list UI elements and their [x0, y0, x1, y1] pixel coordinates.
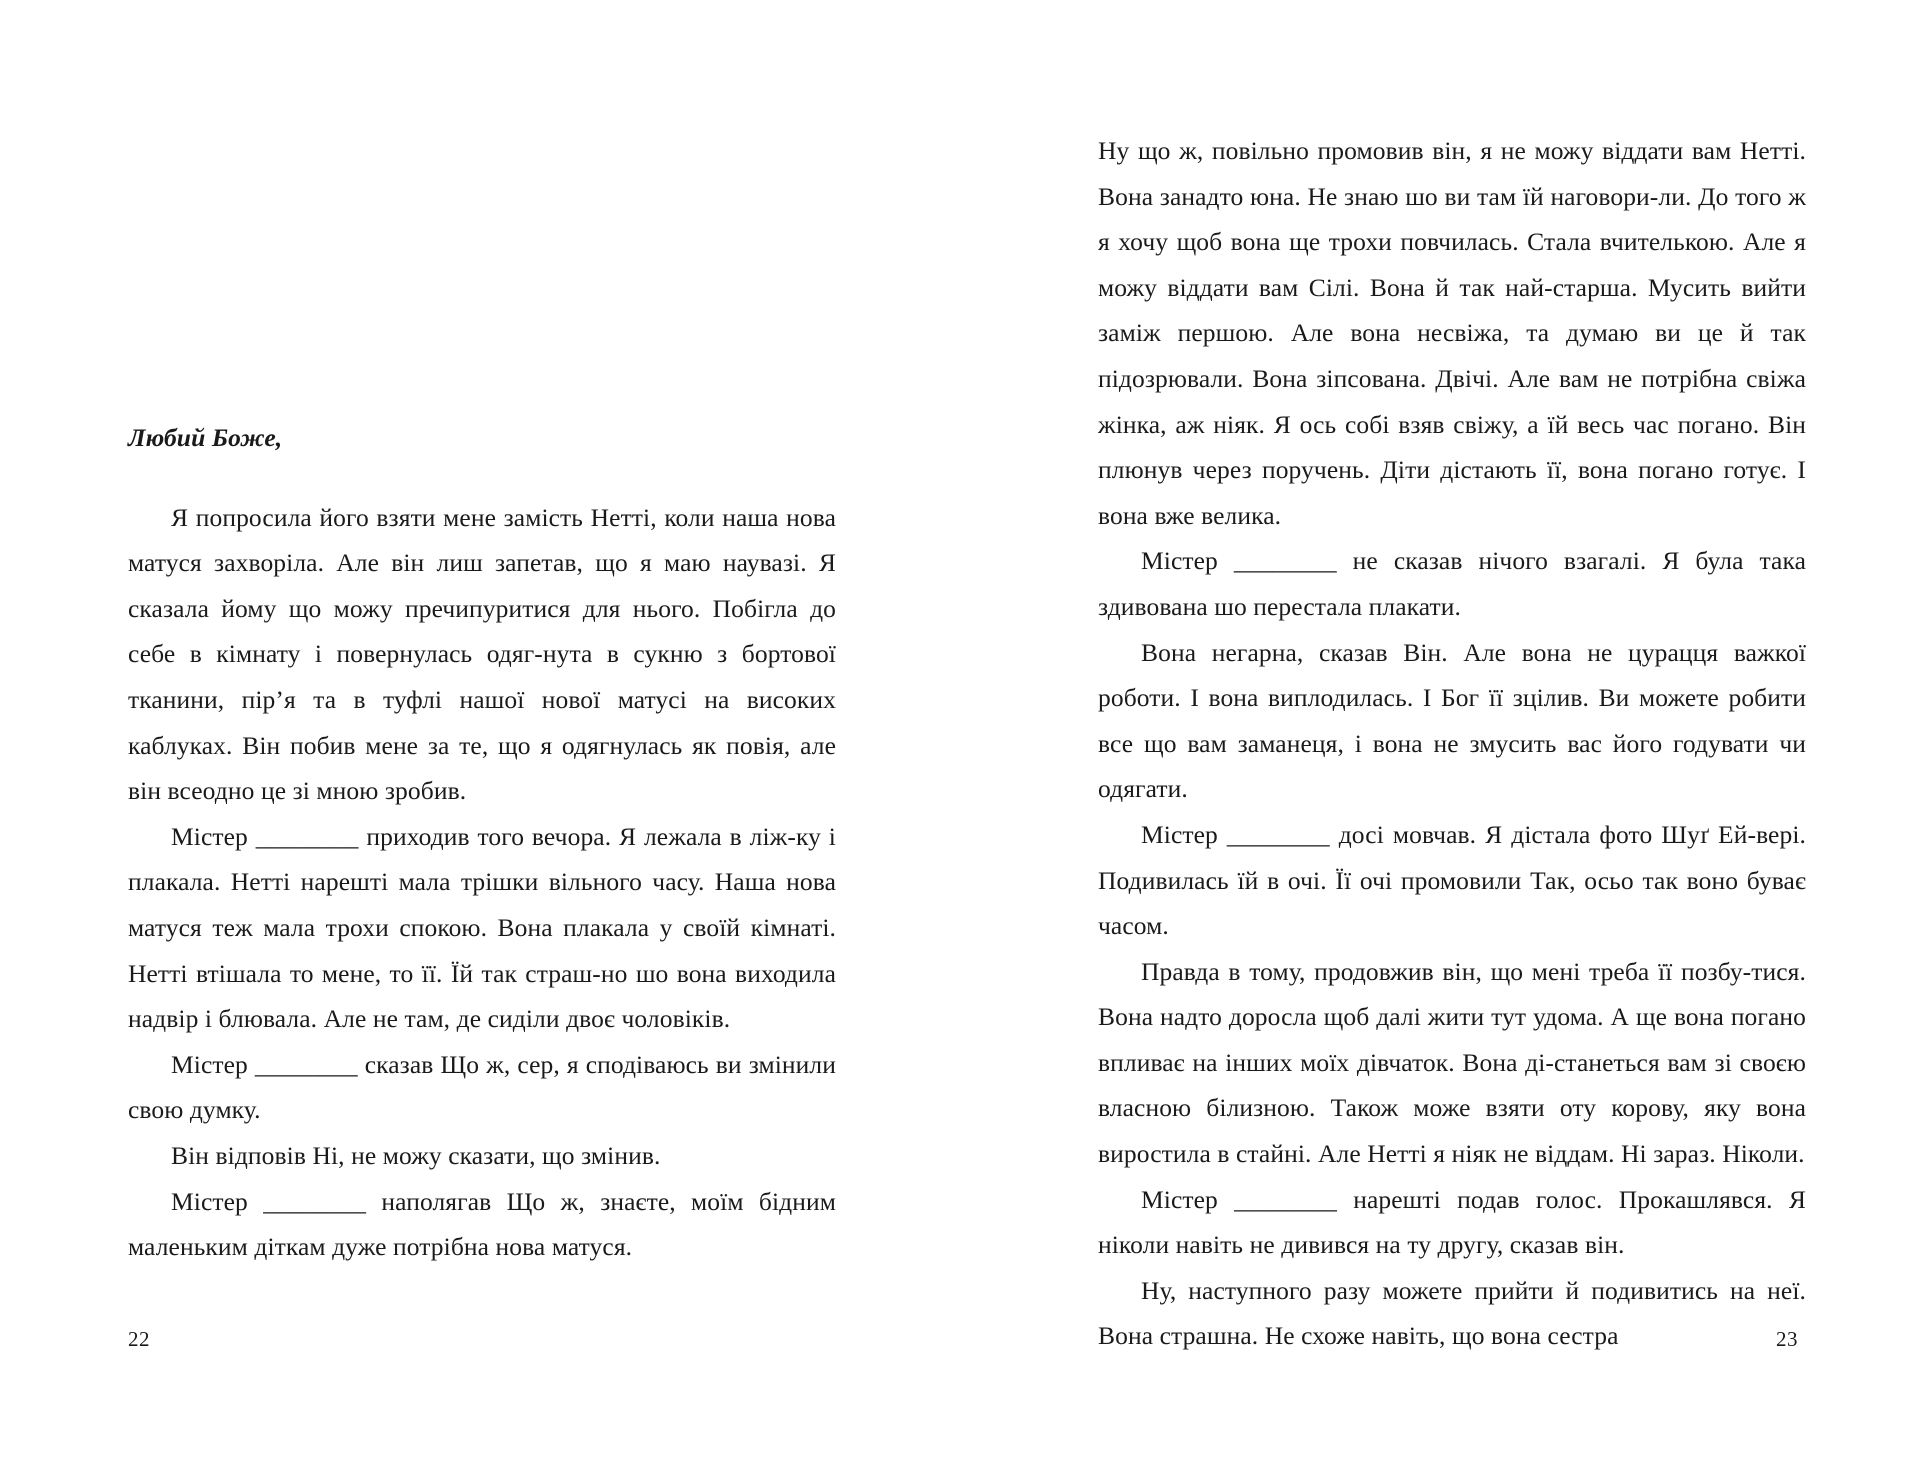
paragraph: Вона негарна, сказав Він. Але вона не цурацця важкої роботи. І вона виплодилась. І Бог її зцілив. Ви можете робити все що вам заманеця, і вона не змусить вас його годувати чи одягати. [1098, 637, 1806, 804]
left-page-text-column [128, 415, 836, 1270]
paragraph: Містер ________ наполягав Що ж, знаєте, моїм бідним маленьким діткам дуже потрібна нова матуся. [128, 1186, 836, 1262]
salutation: Любий Боже, [128, 423, 283, 452]
right-page [960, 0, 1920, 1474]
paragraph: Містер ________ нарешті подав голос. Прокашлявся. Я ніколи навіть не дивився на ту другу, сказав він. [1098, 1184, 1806, 1260]
paragraph: Я попросила його взяти мене замість Нетті, коли наша нова матуся захворіла. Але він лиш запетав, що я маю наувазі. Я сказала йому що можу пречипуритися для нього. Побігла до себе в кімнату і повернулась одяг-нута в сукню з бортової тканини, пір’я та в туфлі нашої нової матусі на високих каблуках. Він побив мене за те, що я одягнулась як повія, але він всеодно це зі мною зробив. [128, 502, 836, 806]
page-number-right: 23 [1776, 1327, 1798, 1351]
paragraph: Містер ________ приходив того вечора. Я лежала в ліж-ку і плакала. Нетті нарешті мала трішки вільного часу. Наша нова матуся теж мала трохи спокою. Вона плакала у своїй кімнаті. Нетті втішала то мене, то її. Їй так страш-но шо вона виходила надвір і блювала. Але не там, де сиділи двоє чоловіків. [128, 821, 836, 1034]
paragraph: Містер ________ досі мовчав. Я дістала фото Шуґ Ей-вері. Подивилась їй в очі. Її очі промовили Так, осьо так воно буває часом. [1098, 819, 1806, 941]
paragraph: Містер ________ сказав Що ж, сер, я сподіваюсь ви змінили свою думку. [128, 1049, 836, 1125]
paragraph: Ну, наступного разу можете прийти й подивитись на неї. Вона страшна. Не схоже навіть, що вона сестра [1098, 1275, 1806, 1351]
paragraph: Містер ________ не сказав нічого взагалі. Я була така здивована шо перестала плакати. [1098, 546, 1806, 621]
paragraph: Правда в тому, продовжив він, що мені треба її позбу-тися. Вона надто доросла щоб далі жити тут удома. А ще вона погано впливає на інших моїх дівчаток. Вона ді-станеться вам зі своєю власною білизною. Також може взяти оту корову, яку вона виростила в стайні. Але Нетті я ніяк не віддам. Ні зараз. Ніколи. [1098, 956, 1806, 1169]
paragraph: Він відповів Ні, не можу сказати, що змінив. [171, 1140, 661, 1170]
paragraph: Ну що ж, повільно промовив він, я не можу віддати вам Нетті. Вона занадто юна. Не знаю шо ви там їй наговори-ли. До того ж я хочу щоб вона ще трохи повчилась. Стала вчителькою. Але я можу віддати вам Сілі. Вона й так най-старша. Мусить вийти заміж першою. Але вона несвіжа, та думаю ви це й так підозрювали. Вона зіпсована. Двічі. Але вам не потрібна свіжа жінка, аж ніяк. Я ось собі взяв свіжу, а їй весь час погано. Він плюнув через поручень. Діти дістають її, вона погано готує. І вона вже велика. [1098, 136, 1806, 530]
right-page-text-column [1098, 128, 1806, 1359]
page-number-left: 22 [128, 1327, 150, 1351]
